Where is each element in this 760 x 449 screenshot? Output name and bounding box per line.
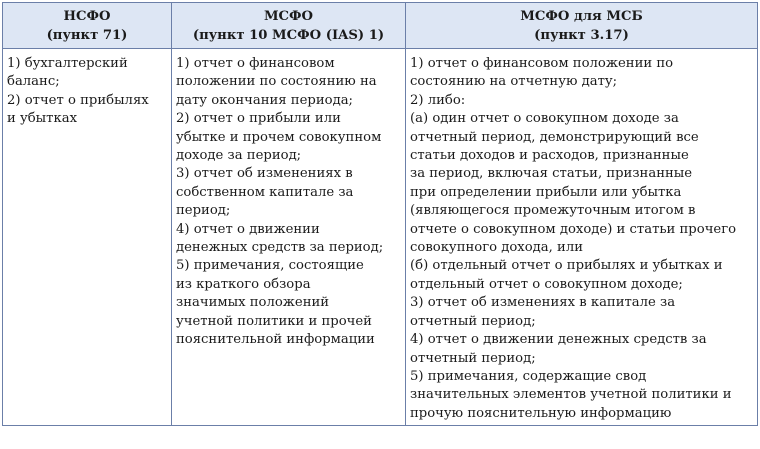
list-line: 3) отчет об изменениях в капитале за <box>410 295 676 311</box>
list-line: совокупного дохода, или <box>410 240 584 256</box>
list-line: баланс; <box>7 74 60 90</box>
cell-ifrs-sme-list <box>406 49 758 426</box>
header-ifrs <box>172 3 406 49</box>
list-line: за период, включая статьи, признанные <box>410 166 693 182</box>
list-line: отчетный период, демонстрирующий все <box>410 129 699 145</box>
list-line: учетной политики и прочей <box>176 313 372 329</box>
list-line: 5) примечания, содержащие свод <box>410 368 647 384</box>
list-line: 3) отчет об изменениях в <box>176 166 353 182</box>
comparison-table-wrapper <box>2 2 757 426</box>
header-subtitle: (пункт 10 МСФО (IAS) 1) <box>192 28 385 43</box>
list-line: 4) отчет о движении денежных средств за <box>410 332 707 348</box>
list-line: и убытках <box>7 111 78 127</box>
list-line: 4) отчет о движении <box>176 221 320 237</box>
list-line: 2) отчет о прибыли или <box>176 111 341 127</box>
header-title: МСФО <box>263 9 314 24</box>
list-line: статьи доходов и расходов, признанные <box>410 148 689 164</box>
list-line: отчетный период; <box>410 313 536 329</box>
header-subtitle: (пункт 3.17) <box>534 28 629 43</box>
cell-ifrs-list <box>172 49 406 426</box>
header-ifrs-sme <box>406 3 758 49</box>
list-line: период; <box>176 203 231 219</box>
list-line: отчете о совокупном доходе) и статьи прочего <box>410 221 737 237</box>
list-line: значительных элементов учетной политики и <box>410 387 732 403</box>
list-line: состоянию на отчетную дату; <box>410 74 618 90</box>
list-line: отдельный отчет о совокупном доходе; <box>410 276 683 292</box>
list-line: 1) отчет о финансовом положении по <box>410 56 674 71</box>
list-line: 1) отчет о финансовом <box>176 56 335 71</box>
list-line: положении по состоянию на <box>176 74 377 90</box>
list-line: 1) бухгалтерский <box>7 56 128 71</box>
list-line: отчетный период; <box>410 350 536 366</box>
list-line: (а) один отчет о совокупном доходе за <box>410 111 679 127</box>
list-line: 5) примечания, состоящие <box>176 258 364 274</box>
list-line: дату окончания периода; <box>176 92 354 108</box>
list-line: доходе за период; <box>176 148 302 164</box>
list-line: 2) либо: <box>410 92 466 108</box>
header-title: НСФО <box>63 9 111 24</box>
list-line: из краткого обзора <box>176 276 311 292</box>
list-line: (являющегося промежуточным итогом в <box>410 203 696 219</box>
header-subtitle: (пункт 71) <box>46 28 128 43</box>
header-nsfo <box>3 3 172 49</box>
cell-nsfo-list <box>3 49 172 426</box>
list-line: собственном капитале за <box>176 184 354 200</box>
header-row <box>3 3 758 49</box>
list-line: 2) отчет о прибылях <box>7 92 149 108</box>
list-line: пояснительной информации <box>176 332 375 348</box>
comparison-table <box>2 2 758 426</box>
list-line: прочую пояснительную информацию <box>410 405 672 421</box>
list-line: (б) отдельный отчет о прибылях и убытках и <box>410 258 723 274</box>
list-line: денежных средств за период; <box>176 240 384 256</box>
list-line: значимых положений <box>176 295 330 311</box>
header-title: МСФО для МСБ <box>520 9 643 24</box>
content-row <box>3 49 758 426</box>
list-line: при определении прибыли или убытка <box>410 184 682 200</box>
list-line: убытке и прочем совокупном <box>176 129 382 145</box>
